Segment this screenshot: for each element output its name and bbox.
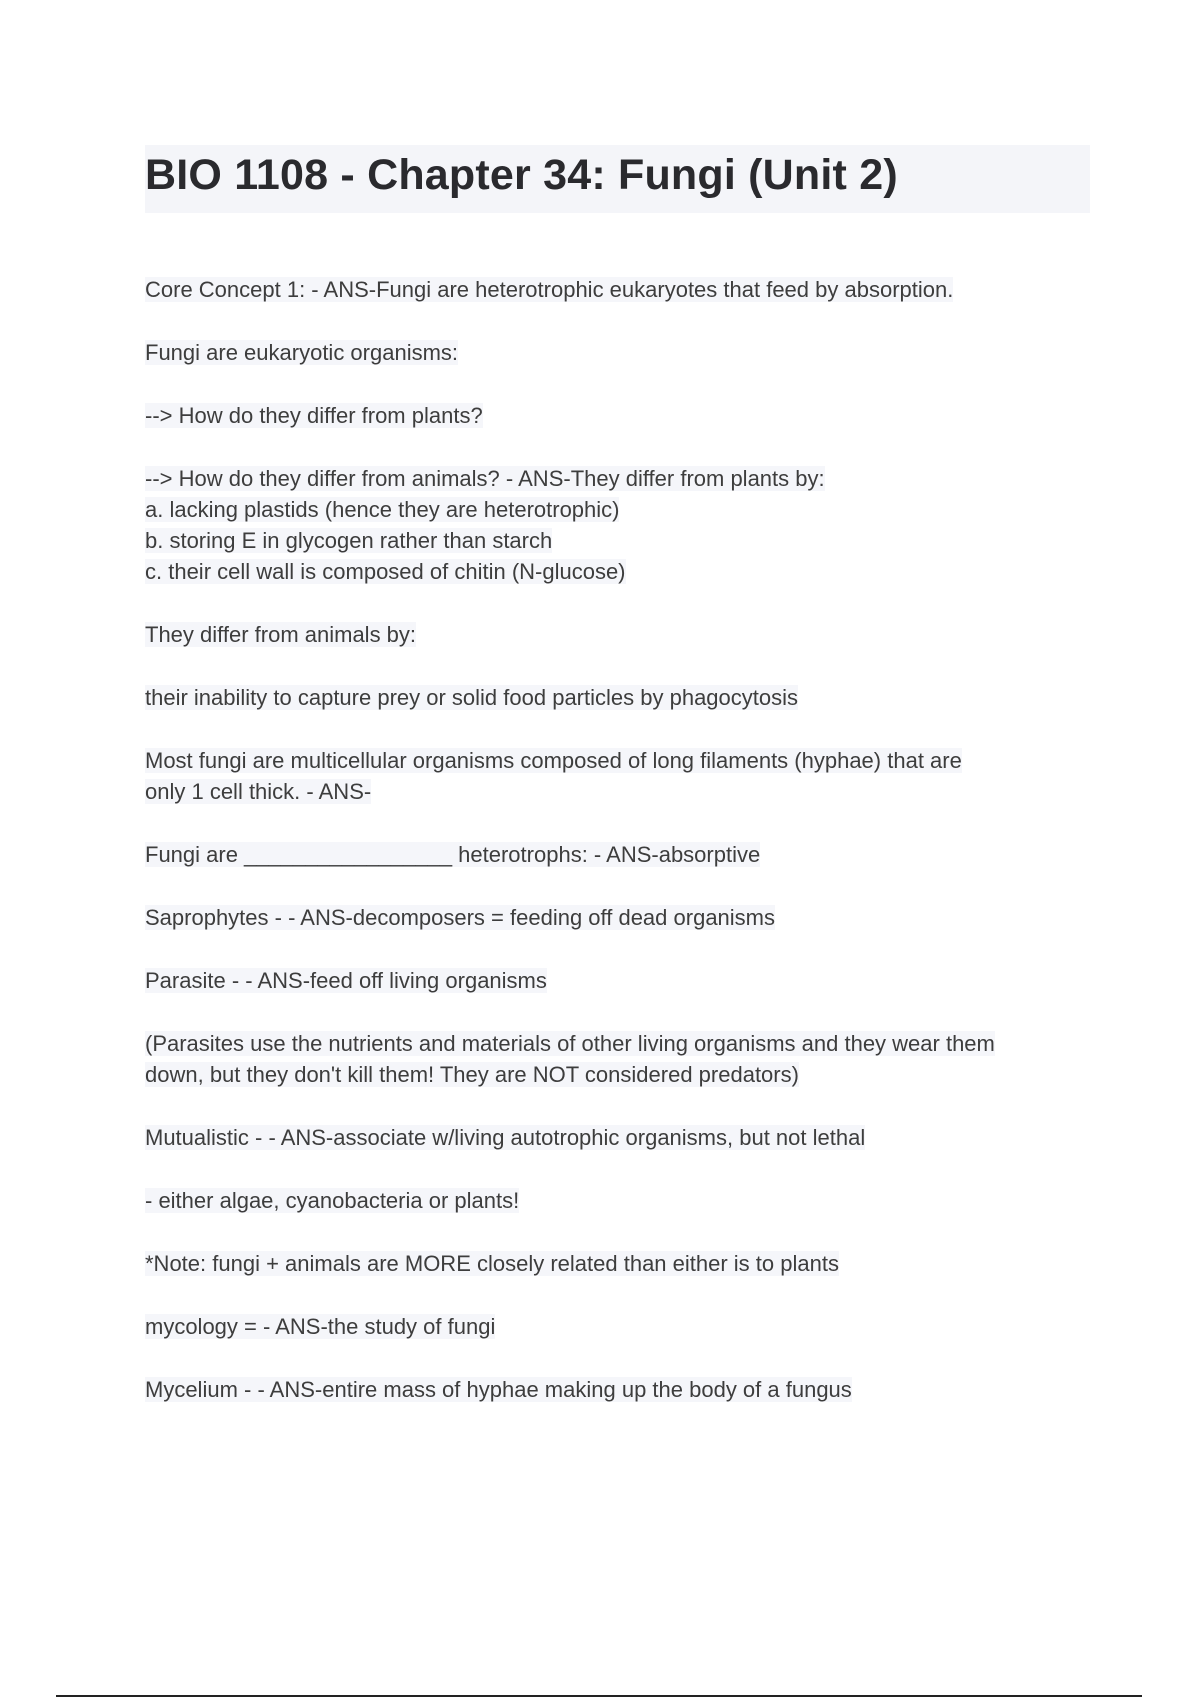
text-line: Mutualistic - - ANS-associate w/living autotrophic organisms, but not lethal <box>145 1125 866 1150</box>
paragraph-multicellular <box>145 745 1090 807</box>
text-line: Fungi are eukaryotic organisms: <box>145 340 459 365</box>
paragraph-differ-animals-heading <box>145 619 1090 650</box>
paragraph-note-related <box>145 1248 1090 1279</box>
text-line: - either algae, cyanobacteria or plants! <box>145 1188 520 1213</box>
text-line: --> How do they differ from animals? - ANS-They differ from plants by: <box>145 466 825 491</box>
paragraph-eukaryotic <box>145 337 1090 368</box>
paragraph-algae <box>145 1185 1090 1216</box>
text-line: only 1 cell thick. - ANS- <box>145 779 372 804</box>
text-line: --> How do they differ from plants? <box>145 403 483 428</box>
text-line: c. their cell wall is composed of chitin (N-glucose) <box>145 559 626 584</box>
paragraph-parasites-note <box>145 1028 1090 1090</box>
text-line: Fungi are _________________ heterotrophs: - ANS-absorptive <box>145 842 761 867</box>
paragraph-core-concept <box>145 274 1090 305</box>
paragraph-mutualistic <box>145 1122 1090 1153</box>
text-line: *Note: fungi + animals are MORE closely related than either is to plants <box>145 1251 839 1276</box>
title-block <box>145 145 1090 213</box>
document-body <box>145 274 1090 1437</box>
text-line: They differ from animals by: <box>145 622 417 647</box>
paragraph-phagocytosis <box>145 682 1090 713</box>
paragraph-saprophytes <box>145 902 1090 933</box>
paragraph-differ-animals-answer <box>145 463 1090 587</box>
text-line: Mycelium - - ANS-entire mass of hyphae making up the body of a fungus <box>145 1377 852 1402</box>
paragraph-mycology <box>145 1311 1090 1342</box>
text-line: their inability to capture prey or solid food particles by phagocytosis <box>145 685 799 710</box>
page-title: BIO 1108 - Chapter 34: Fungi (Unit 2) <box>145 151 898 199</box>
text-line: Parasite - - ANS-feed off living organisms <box>145 968 547 993</box>
text-line: down, but they don't kill them! They are NOT considered predators) <box>145 1062 799 1087</box>
text-line: Most fungi are multicellular organisms composed of long filaments (hyphae) that are <box>145 748 962 773</box>
paragraph-mycelium <box>145 1374 1090 1405</box>
bottom-divider <box>56 1695 1142 1697</box>
text-line: a. lacking plastids (hence they are heterotrophic) <box>145 497 620 522</box>
text-line: Saprophytes - - ANS-decomposers = feeding off dead organisms <box>145 905 775 930</box>
text-line: mycology = - ANS-the study of fungi <box>145 1314 496 1339</box>
paragraph-differ-plants-question <box>145 400 1090 431</box>
text-line: b. storing E in glycogen rather than starch <box>145 528 553 553</box>
text-line: (Parasites use the nutrients and materials of other living organisms and they wear them <box>145 1031 995 1056</box>
text-line: Core Concept 1: - ANS-Fungi are heterotrophic eukaryotes that feed by absorption. <box>145 277 954 302</box>
paragraph-absorptive <box>145 839 1090 870</box>
paragraph-parasite <box>145 965 1090 996</box>
